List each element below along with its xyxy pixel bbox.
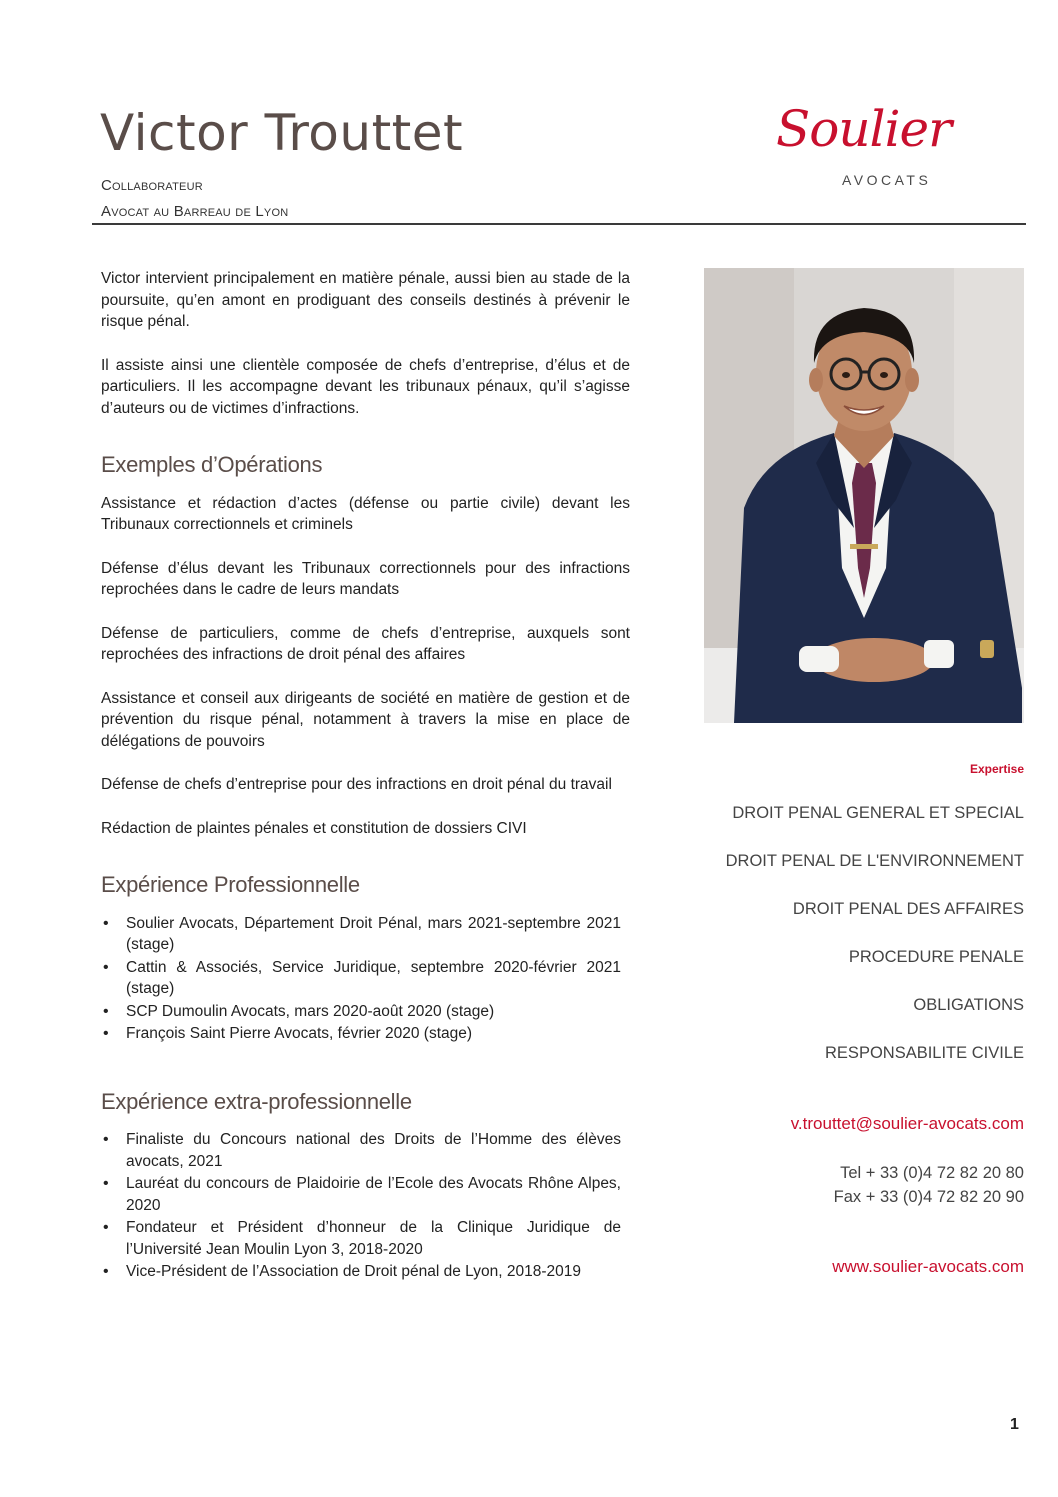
expertise-list [704,802,1024,1090]
list-item: • Cattin & Associés, Service Juridique, septembre 2020-février 2021 (stage) [101,957,621,1000]
soulier-logo [776,100,996,195]
logo-wordmark: Soulier [776,100,952,158]
list-item: • Fondateur et Président d’honneur de la Clinique Juridique de l’Université Jean Moulin Lyon 3, 2018-2020 [101,1217,621,1260]
job-title: Collaborateur [101,177,203,194]
list-item: • Vice-Président de l’Association de Droit pénal de Lyon, 2018-2019 [101,1261,621,1283]
expertise-item: DROIT PENAL DE L'ENVIRONNEMENT [725,852,1024,870]
list-item: • SCP Dumoulin Avocats, mars 2020-août 2020 (stage) [101,1001,621,1023]
page-number: 1 [1010,1416,1019,1433]
expertise-item: RESPONSABILITE CIVILE [825,1044,1024,1062]
fax-number: Fax + 33 (0)4 72 82 20 90 [833,1188,1024,1206]
expertise-item: OBLIGATIONS [913,996,1024,1014]
experience-list [101,913,621,1045]
email-link[interactable]: v.trouttet@soulier-avocats.com [790,1114,1024,1133]
phone-number: Tel + 33 (0)4 72 82 20 80 [840,1164,1024,1182]
operations-heading: Exemples d’Opérations [101,452,323,477]
expertise-item: DROIT PENAL DES AFFAIRES [792,900,1024,918]
portrait-photo [704,268,1024,723]
list-item: • Finaliste du Concours national des Droits de l’Homme des élèves avocats, 2021 [101,1129,621,1172]
operation-item: Rédaction de plaintes pénales et constitution de dossiers CIVI [101,819,527,837]
experience-heading: Expérience Professionnelle [101,872,360,897]
expertise-item: PROCEDURE PENALE [848,948,1024,966]
portrait-illustration [704,268,1024,723]
operation-item: Défense d’élus devant les Tribunaux correctionnels pour des infractions reprochées dans le cadre de leurs mandats [101,559,630,598]
expertise-item: DROIT PENAL GENERAL ET SPECIAL [732,804,1024,822]
website-link[interactable]: www.soulier-avocats.com [832,1257,1024,1276]
list-item: • François Saint Pierre Avocats, février 2020 (stage) [101,1023,621,1045]
header-divider [92,223,1026,225]
list-item: • Lauréat du concours de Plaidoirie de l’Ecole des Avocats Rhône Alpes, 2020 [101,1173,621,1216]
extra-experience-list [101,1129,621,1283]
extra-experience-heading: Expérience extra-professionnelle [101,1088,412,1114]
main-column [101,268,630,1284]
intro-paragraph: Il assiste ainsi une clientèle composée de chefs d’entreprise, d’élus et de particuliers. Il les accompagne devant les tribunaux pénaux, qu’il s’agisse d’auteurs ou de victimes d’infractions. [101,356,630,417]
intro-paragraph: Victor intervient principalement en matière pénale, aussi bien au stade de la poursuite, qu’en amont en prodiguant des conseils destinés à prévenir le risque pénal. [101,270,630,330]
person-name: Victor Trouttet [100,104,464,162]
operation-item: Défense de particuliers, comme de chefs d’entreprise, auxquels sont reprochées des infractions de droit pénal des affaires [101,624,630,663]
bar-affiliation: Avocat au Barreau de Lyon [101,203,289,220]
operation-item: Assistance et conseil aux dirigeants de société en matière de gestion et de prévention du risque pénal, notamment à travers la mise en place de délégations de pouvoirs [101,689,630,750]
logo-subtitle: AVOCATS [842,172,932,188]
operation-item: Assistance et rédaction d’actes (défense ou partie civile) devant les Tribunaux correctionnels et criminels [101,494,630,533]
phone-block [704,1161,1024,1209]
expertise-label: Expertise [969,762,1024,776]
operation-item: Défense de chefs d’entreprise pour des infractions en droit pénal du travail [101,776,612,793]
list-item: • Soulier Avocats, Département Droit Pénal, mars 2021-septembre 2021 (stage) [101,913,621,956]
